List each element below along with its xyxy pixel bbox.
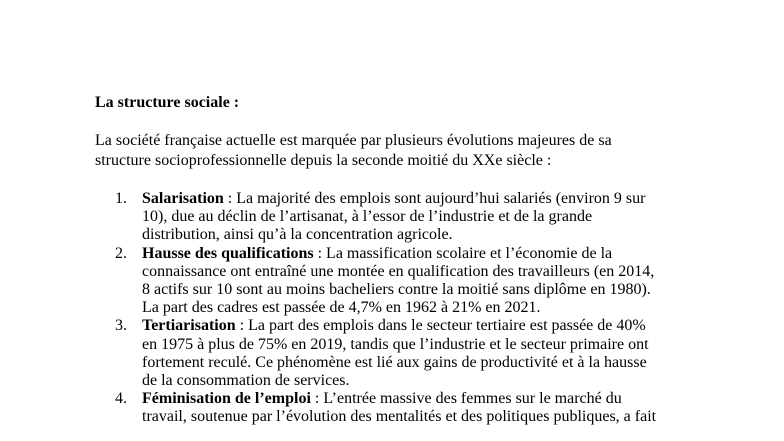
list-item-number: 3. bbox=[115, 317, 127, 335]
intro-line: La société française actuelle est marquée par plusieurs évolutions majeures de sa bbox=[95, 132, 612, 149]
list-item-line: travail, soutenue par l’évolution des mentalités et des politiques publiques, a fait bbox=[142, 408, 657, 426]
list-item-number: 2. bbox=[115, 244, 127, 262]
numbered-list bbox=[115, 190, 715, 427]
list-item-term: Féminisation de l’emploi bbox=[142, 390, 311, 408]
intro-line: structure socioprofessionnelle depuis la seconde moitié du XXe siècle : bbox=[95, 152, 552, 169]
list-item-line: en 1975 à plus de 75% en 2019, tandis que l’industrie et le secteur primaire ont bbox=[142, 335, 649, 353]
list-item-text: : La massification scolaire et l’économie de la bbox=[313, 244, 613, 262]
list-item-body bbox=[142, 245, 715, 318]
list-item-number: 4. bbox=[115, 390, 127, 408]
list-item bbox=[115, 317, 715, 390]
list-item-line: La part des cadres est passée de 4,7% en 1962 à 21% en 2021. bbox=[142, 299, 541, 317]
list-item-text: : La majorité des emplois sont aujourd’hui salariés (environ 9 sur bbox=[223, 190, 646, 207]
list-item-text: : L’entrée massive des femmes sur le marché du bbox=[310, 390, 622, 408]
list-item bbox=[115, 390, 715, 426]
intro-paragraph bbox=[95, 131, 665, 171]
list-item-line: 10), due au déclin de l’artisanat, à l’essor de l’industrie et de la grande bbox=[142, 208, 593, 226]
list-item-line: fortement reculé. Ce phénomène est lié aux gains de productivité et à la hausse bbox=[142, 353, 647, 371]
list-item-body bbox=[142, 190, 715, 245]
list-item-line: 8 actifs sur 10 sont au moins bacheliers contre la moitié sans diplôme en 1980). bbox=[142, 281, 651, 299]
list-item bbox=[115, 245, 715, 318]
list-item-number: 1. bbox=[115, 190, 127, 207]
list-item-term: Hausse des qualifications bbox=[142, 244, 314, 262]
list-item-body bbox=[142, 317, 715, 390]
list-item bbox=[115, 190, 715, 245]
section-heading: La structure sociale : bbox=[95, 94, 240, 111]
list-item-line: distribution, ainsi qu’à la concentration agricole. bbox=[142, 226, 453, 244]
list-item-text: : La part des emplois dans le secteur tertiaire est passée de 40% bbox=[235, 317, 646, 335]
list-item-line: de la consommation de services. bbox=[142, 372, 350, 390]
list-item-line: connaissance ont entraîné une montée en qualification des travailleurs (en 2014, bbox=[142, 262, 655, 280]
list-item-body bbox=[142, 390, 715, 426]
list-item-term: Tertiarisation bbox=[142, 317, 236, 335]
list-item-term: Salarisation bbox=[142, 190, 224, 207]
